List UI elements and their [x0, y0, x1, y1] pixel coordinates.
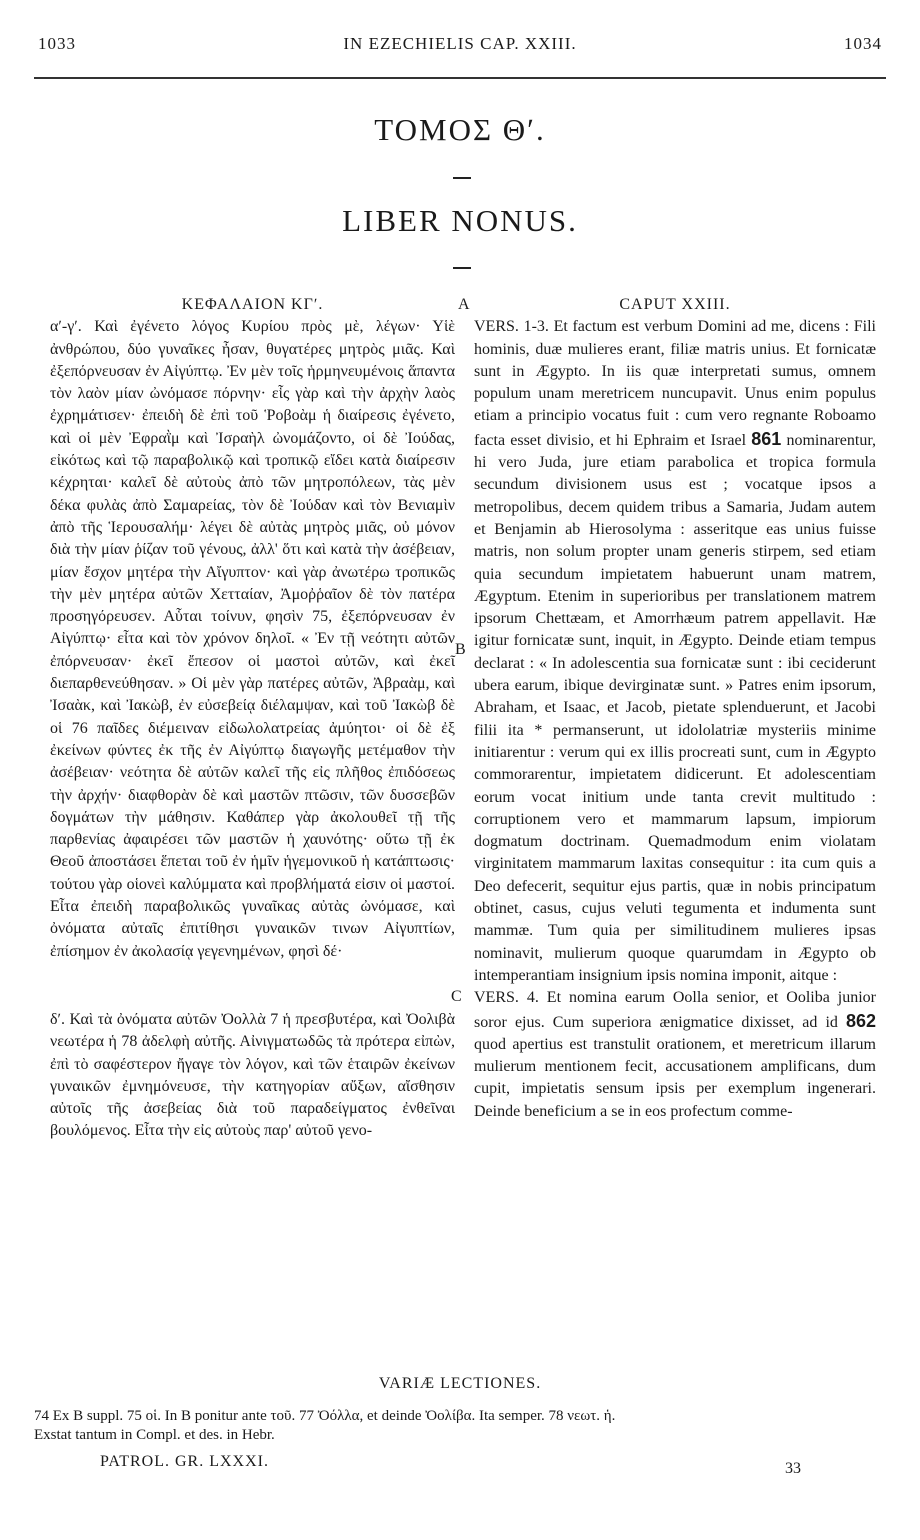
variant-notes-line-1: 74 Ex B suppl. 75 οἱ. In B ponitur ante τοῦ. 77 Ὀόλλα, et deinde Ὀολίβα. Ita semper. 78 νεωτ. ἡ. [34, 1408, 616, 1424]
latin-chapter-heading: CAPUT XXIII. [619, 296, 731, 313]
header-rule [34, 77, 886, 79]
variant-notes [34, 1407, 884, 1445]
running-title: IN EZECHIELIS CAP. XXIII. [343, 34, 577, 53]
page-reference-861: 861 [751, 428, 782, 449]
greek-paragraph-2: δʹ. Καὶ τὰ ὀνόματα αὐτῶν Ὀολλὰ 7 ἡ πρεσβυτέρα, καὶ Ὀολιβὰ νεωτέρα ἡ 78 ἀδελφὴ αὐτῆς. Αἰνιγματωδῶς τὰ πρότερα εἰπὼν, ἐπὶ τὸ σαφέστερον ἤγαγε τὸν λόγον, καὶ τῶν ἑταιρῶν ἐκείνων γυναικῶν ἐμνημόνευσε, τὴν κατηγορίαν αὔξων, αἴσθησιν αὐτοῖς τῆς ἀσεβείας διὰ τοῦ παραδείγματος ἐνθεῖναι βουλόμενος. Εἶτα τὴν εἰς αὐτοὺς παρ' αὐτοῦ γενο- [50, 1010, 455, 1140]
footer-series: PATROL. GR. LXXXI. [100, 1453, 269, 1470]
latin-p1-text-b: nominarentur, hi vero Juda, jure etiam parabolica et tropica formula secundum divisionem usus est ; vocatque ipsos a metropolibus, decem quidem tribus a Samaria, Judam autem et Benjamin ab Hierosolyma : asseritque eas unius fuisse matris, non solum propter unam generis stirpem, sed etiam quia secundum impietatem habuerunt unam matrem, Ægyptum. Etenim in superioribus per translationem matrem ipsorum Chettæam, et Amorrhæum patrem appellavit. Hæ igitur fornicatæ sunt, inquit, in Ægypto. Deinde etiam tempus declarat : « In adolescentia sua fornicatæ sunt : ibi ceciderunt ubera earum, ibique devirginatæ sunt. » Patres enim ipsorum, Abraham, et Isaac, et Jacob, pietate splenduerunt, et Jacobi filii ita * permanserunt, ut idololatriæ mysteriis minime initiarentur : verum qui ex illis procreati sunt, cum in Ægypto commorarentur, impietatem didicerunt. Et adolescentiam eorum vocat initium unde tanta crevit multitudo : corruptionem vero et mammarum lapsum, impiorum dogmatum doctrinam. Quemadmodum enim violatam virginitatem mammarum laxitas consequitur : ita cum quis a Deo defecerit, sequitur ejus partis, quæ in nobis principatum obtinet, casus, cujus veluti tegumenta et indumenta sunt mammæ. Tum quia per similitudinem mulieres ipsas nominavit, mulierum quoque quarumdam in Ægypto ob intemperantiam insignium ipsis nomina imponit, aitque : [474, 431, 877, 984]
variae-lectiones-heading: VARIÆ LECTIONES. [378, 1375, 542, 1392]
book-title-latin: LIBER NONUS. [342, 203, 578, 238]
greek-paragraph-1: αʹ-γʹ. Καὶ ἐγένετο λόγος Κυρίου πρὸς μὲ, λέγων· Υἱὲ ἀνθρώπου, δύο γυναῖκες ἦσαν, θυγατέρες μητρὸς μιᾶς. Καὶ ἐξεπόρνευσαν ἐν Αἰγύπτῳ. Ἐν μὲν τοῖς ἡρμηνευμένοις ἅπαντα τὸν λαὸν μίαν ὠνόμασε πόρνην· εἷς γὰρ καὶ τὴν ἀρχὴν λαὸς ἐχρημάτισεν· ἐπειδὴ δὲ ἐπὶ τοῦ Ῥοβοὰμ ἡ διαίρεσις ἐγένετο, καὶ οἱ μὲν Ἐφραῒμ καὶ Ἰσραὴλ ὠνομάζοντο, οἱ δὲ Ἰούδας, εἰκότως καὶ τῷ παραβολικῷ καὶ τροπικῷ εἴδει κατὰ διαίρεσιν κέχρηται· καλεῖ δὲ αὐτοὺς ἀπὸ τῶν μητροπόλεων, τὰς μὲν δέκα φυλὰς ἀπὸ Σαμαρείας, τὸν δὲ Ἰούδαν καὶ τὸν Βενιαμὶν ἀπὸ τῆς Ἱερουσαλήμ· λέγει δὲ αὐτὰς μητρὸς μιᾶς, οὐ μόνον διὰ τὴν μίαν ῥίζαν τοῦ γένους, ἀλλ' ὅτι καὶ κατὰ τὴν ἀσέβειαν, μίαν ἔσχον μητέρα τὴν Αἴγυπτον· καὶ γὰρ ἀνωτέρω τροπικῶς τὴν μὲν μητέρα αὐτῶν Χετταίαν, Ἀμοῤῥαῖον δὲ τὸν πατέρα προσηγόρευσεν. Αὗται τοίνυν, φησὶν 75, ἐξεπόρνευσαν ἐν Αἰγύπτῳ· εἶτα καὶ τὸν χρόνον δηλοῖ. « Ἐν τῇ νεότητι αὐτῶν ἐπόρνευσαν· ἐκεῖ ἔπεσον οἱ μαστοὶ αὐτῶν, καὶ ἐκεῖ διεπαρθενεύθησαν. » Οἱ μὲν γὰρ πατέρες αὐτῶν, Ἀβραὰμ, καὶ Ἰσαὰκ, καὶ Ἰακὼβ, ἐν εὐσεβείᾳ διέλαμψαν, καὶ τοῦ Ἰακὼβ δὲ οἱ 76 παῖδες διέμειναν εἰδωλολατρείας ἀμύητοι· οἱ δὲ ἐξ ἐκείνων φύντες ἐκ τῆς ἐν Αἰγύπτῳ διαγωγῆς μετέμαθον τὴν ἀσέβειαν· νεότητα δὲ αὐτῶν καλεῖ τῆς εἰς πλῆθος ἐπιδόσεως τὴν ἀρχήν· διαφθορὰν δὲ καὶ μαστῶν πτῶσιν, τῶν δυσσεβῶν δογμάτων τὴν μάθησιν. Καθάπερ γὰρ ἀκολουθεῖ τῇ τῆς παρθενίας ἀφαιρέσει τῶν μαστῶν ἡ χαυνότης· οὕτω τῇ ἐκ Θεοῦ ἀποστάσει ἕπεται τοῦ ἐν ἡμῖν ἡγεμονικοῦ ἡ κατάπτωσις· τούτου γὰρ οἱονεὶ καλύμματα καὶ προβλήματά εἰσιν οἱ μαστοί. Εἶτα ἐπειδὴ παραβολικῶς γυναῖκας αὐτὰς ὠνόμασε, καὶ ὀνόματα αὐταῖς ἐπιτίθησι γυναικῶν τινων Αἰγυπτίων, ἐπίσημον ἐν ἀκολασίᾳ γεγενημένων, φησὶ δέ· [50, 318, 455, 960]
greek-chapter-heading: ΚΕΦΑΛΑΙΟΝ ΚΓʹ. [181, 296, 324, 313]
latin-p2-text-b: quod apertius est transtulit orationem, et meretricum illarum mulierum mentionem fecit, accusationem amplificans, dum cupit, impietatis sensum ipsis per exemplum ingenerari. Deinde beneficium a se in eos profectum comme- [474, 1035, 876, 1120]
right-column-number: 1034 [844, 34, 882, 53]
running-head [30, 34, 890, 62]
signature-mark: 33 [785, 1460, 801, 1477]
latin-p2-text-a: VERS. 4. Et nomina earum Oolla senior, et Ooliba junior soror ejus. Cum superiora ænigmatice dixisset, ad id [474, 989, 876, 1031]
margin-letter-b: B [455, 641, 466, 658]
latin-paragraph-2 [474, 987, 876, 1123]
page-reference-862: 862 [845, 1010, 877, 1031]
margin-letter-c: C [451, 988, 462, 1005]
latin-p1-text-a: VERS. 1-3. Et factum est verbum Domini ad me, dicens : Fili hominis, duæ mulieres erant, filiæ matris unius. Et fornicatæ sunt in Ægypto. In iis quæ interpretati sumus, omnem populum unam meretricem nuncupavit. Unus enim populus etiam a principio vocatus fuit : cum vero regnante Roboamo facta esset divisio, et hi Ephraim et Israel [474, 318, 876, 449]
latin-column [474, 294, 876, 1123]
variant-notes-line-2: Exstat tantum in Compl. et des. in Hebr. [34, 1427, 275, 1443]
title-dash-1 [453, 177, 471, 179]
title-dash-2 [453, 267, 471, 269]
paragraph-gap [50, 963, 455, 1009]
greek-column [50, 294, 455, 1143]
margin-letter-a: A [458, 296, 470, 313]
latin-paragraph-1 [474, 316, 876, 987]
book-title-greek: ΤΟΜΟΣ Θʹ. [374, 112, 546, 147]
left-column-number: 1033 [38, 34, 76, 53]
